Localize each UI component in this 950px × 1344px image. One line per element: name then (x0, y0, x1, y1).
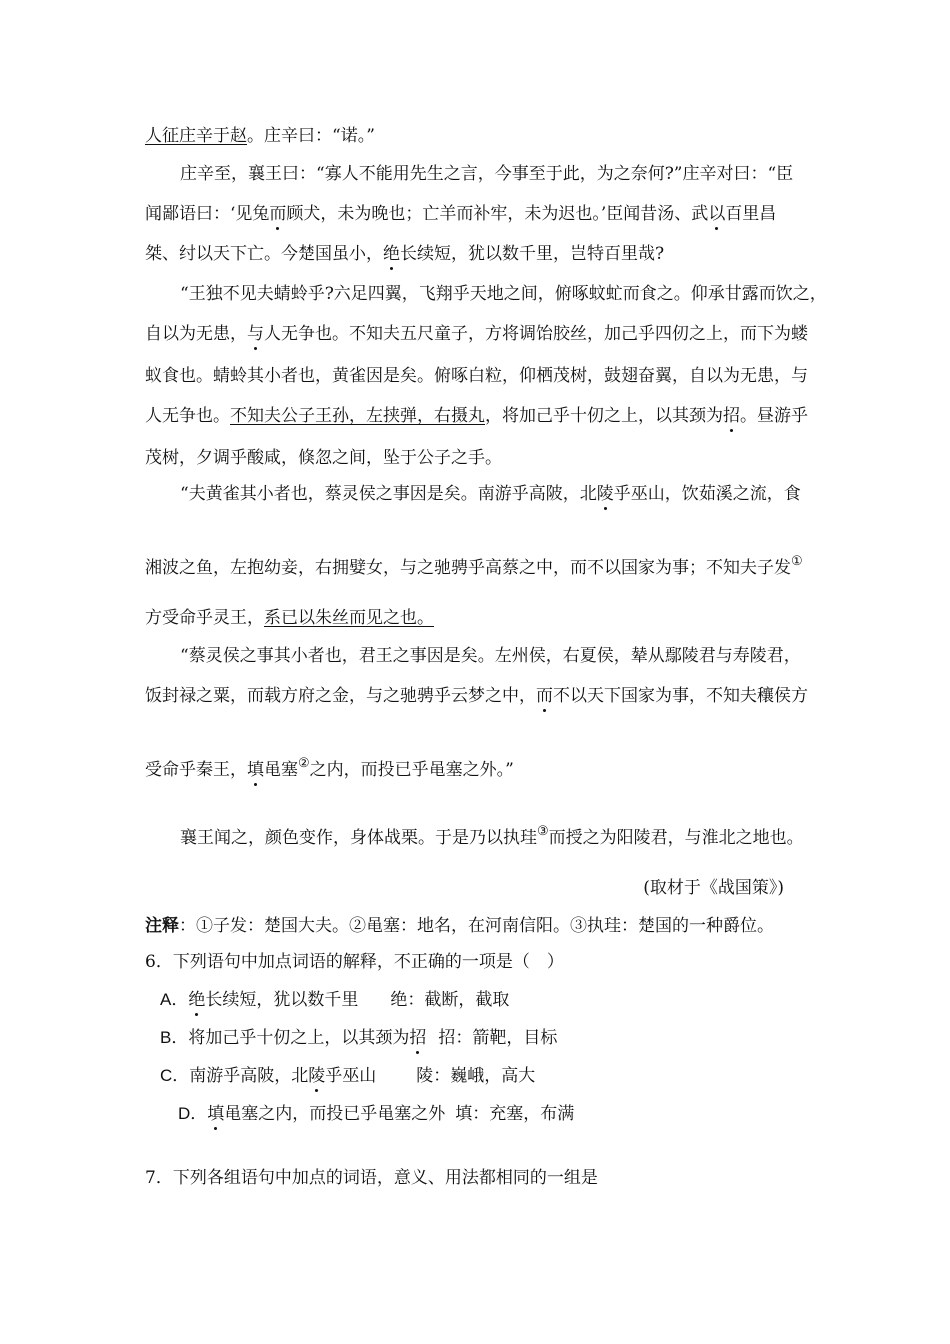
footnote-marker: ① (791, 554, 803, 569)
option-gloss: 填：充塞，布满 (455, 1104, 575, 1124)
text-span: 人无争也。 (145, 406, 230, 426)
text-span: 而授之为阳陵君，与淮北之地也。 (548, 828, 804, 848)
passage-line (145, 202, 776, 226)
text-span: 受命乎秦王， (145, 760, 247, 780)
footnote-marker: ③ (537, 824, 549, 839)
passage-line (145, 242, 664, 266)
dotted-word: 陵 (308, 1066, 326, 1086)
text-span: 湘波之鱼，左抱幼妾，右拥嬖女，与之驰骋乎高蔡之中，而不以国家为事；不知夫子发 (145, 558, 791, 578)
option-a[interactable] (160, 988, 509, 1012)
text-span: 饭封禄之粟，而载方府之金，与之驰骋乎云梦之中， (145, 686, 536, 706)
option-d[interactable] (178, 1102, 574, 1126)
passage-line (145, 322, 808, 346)
option-b[interactable] (160, 1026, 557, 1050)
dotted-word: 与 (247, 324, 264, 344)
option-gloss: 招：箭靶，目标 (438, 1028, 558, 1048)
option-text: 长续短，犹以数千里 (205, 990, 359, 1010)
text-span: 。庄辛曰：“诺。” (247, 126, 375, 146)
option-gloss: 陵：巍峨，高大 (416, 1066, 536, 1086)
text-span: 桀、纣以天下亡。今楚国虽小， (145, 244, 383, 264)
dotted-word: 填 (207, 1104, 225, 1124)
option-text: 乎巫山 (325, 1066, 377, 1086)
footnote-marker: ② (298, 756, 310, 771)
source-citation: (取材于《战国策》) (643, 878, 784, 898)
passage-line (145, 404, 808, 428)
underlined-phrase: 系已以朱丝而见之也。 (264, 608, 434, 628)
option-text: 将加己乎十仞之上，以其颈为 (188, 1028, 410, 1048)
passage-line (180, 482, 801, 506)
option-text: 黾塞之内，而投已乎黾塞之外 (224, 1104, 446, 1124)
text-span: 乎巫山，饮茹溪之流，食 (613, 484, 801, 504)
text-span: “夫黄雀其小者也，蔡灵侯之事因是矣。南游乎高陂，北 (180, 484, 597, 504)
notes-label: 注释 (145, 916, 179, 936)
notes (145, 914, 774, 938)
text-span: 。昼游乎 (740, 406, 808, 426)
question-6-stem: 6．下列语句中加点词语的解释，不正确的一项是（ ） (145, 952, 564, 972)
dotted-word: 以 (708, 204, 726, 224)
passage-line: “蔡灵侯之事其小者也，君王之事因是矣。左州侯，右夏侯，辇从鄢陵君与寿陵君， (180, 646, 801, 666)
text-span: 百里昌 (725, 204, 777, 224)
dotted-word: 绝 (383, 244, 400, 264)
passage-line (180, 826, 804, 852)
passage-line: 蚁食也。蜻蛉其小者也，黄雀因是矣。俯啄白粒，仰栖茂树，鼓翅奋翼，自以为无患，与 (145, 366, 808, 386)
question-7-stem: 7．下列各组语句中加点的词语，意义、用法都相同的一组是 (145, 1168, 598, 1188)
text-span: 不以天下国家为事，不知夫穰侯方 (553, 686, 808, 706)
dotted-word: 而 (269, 204, 287, 224)
dotted-word: 填 (247, 760, 264, 780)
text-span: 人无争也。不知夫五尺童子，方将调饴胶丝，加己乎四仞之上，而下为蝼 (264, 324, 808, 344)
passage-line: “王独不见夫蜻蛉乎?六足四翼，飞翔乎天地之间，俯啄蚊虻而食之。仰承甘露而饮之， (180, 284, 827, 304)
text-span: 闻鄙语曰：‘见兔 (145, 204, 270, 224)
text-span: 顾犬，未为晚也；亡羊而补牢，未为迟也。’臣闻昔汤、武 (286, 204, 709, 224)
option-c[interactable] (160, 1064, 535, 1088)
passage-line (145, 684, 808, 708)
passage-line (145, 758, 514, 784)
underlined-phrase: 人征庄辛于赵 (145, 126, 247, 146)
option-letter: A． (160, 990, 189, 1009)
text-span: 黾塞 (264, 760, 298, 780)
passage-line (145, 124, 375, 148)
option-gloss: 绝：截断，截取 (390, 990, 510, 1010)
text-span: 长续短，犹以数千里，岂特百里哉? (400, 244, 665, 264)
text-span: 自以为无患， (145, 324, 247, 344)
dotted-word: 招 (723, 406, 740, 426)
passage-line: 庄辛至，襄王曰：“寡人不能用先生之言，今事至于此，为之奈何?”庄辛对曰：“臣 (180, 164, 794, 184)
text-span: 襄王闻之，颜色变作，身体战栗。于是乃以执珪 (180, 828, 537, 848)
option-text: 南游乎高陂，北 (189, 1066, 309, 1086)
option-letter: B． (160, 1028, 189, 1047)
dotted-word: 陵 (596, 484, 614, 504)
dotted-word: 绝 (188, 990, 206, 1010)
underlined-phrase: 不知夫公子王孙，左挟弹，右摄丸 (230, 406, 485, 426)
passage-line: 茂树，夕调乎酸咸，倏忽之间，坠于公子之手。 (145, 448, 502, 468)
text-span: 方受命乎灵王， (145, 608, 264, 628)
text-span: ，将加己乎十仞之上，以其颈为 (485, 406, 723, 426)
passage-line (145, 606, 434, 630)
text-span: 之内，而投已乎黾塞之外。” (309, 760, 514, 780)
option-letter: C． (160, 1066, 190, 1085)
notes-text: ：①子发：楚国大夫。②黾塞：地名，在河南信阳。③执珪：楚国的一种爵位。 (179, 916, 774, 936)
passage-line (145, 556, 803, 582)
dotted-word: 而 (536, 686, 553, 706)
dotted-word: 招 (409, 1028, 427, 1048)
option-letter: D． (178, 1104, 208, 1123)
